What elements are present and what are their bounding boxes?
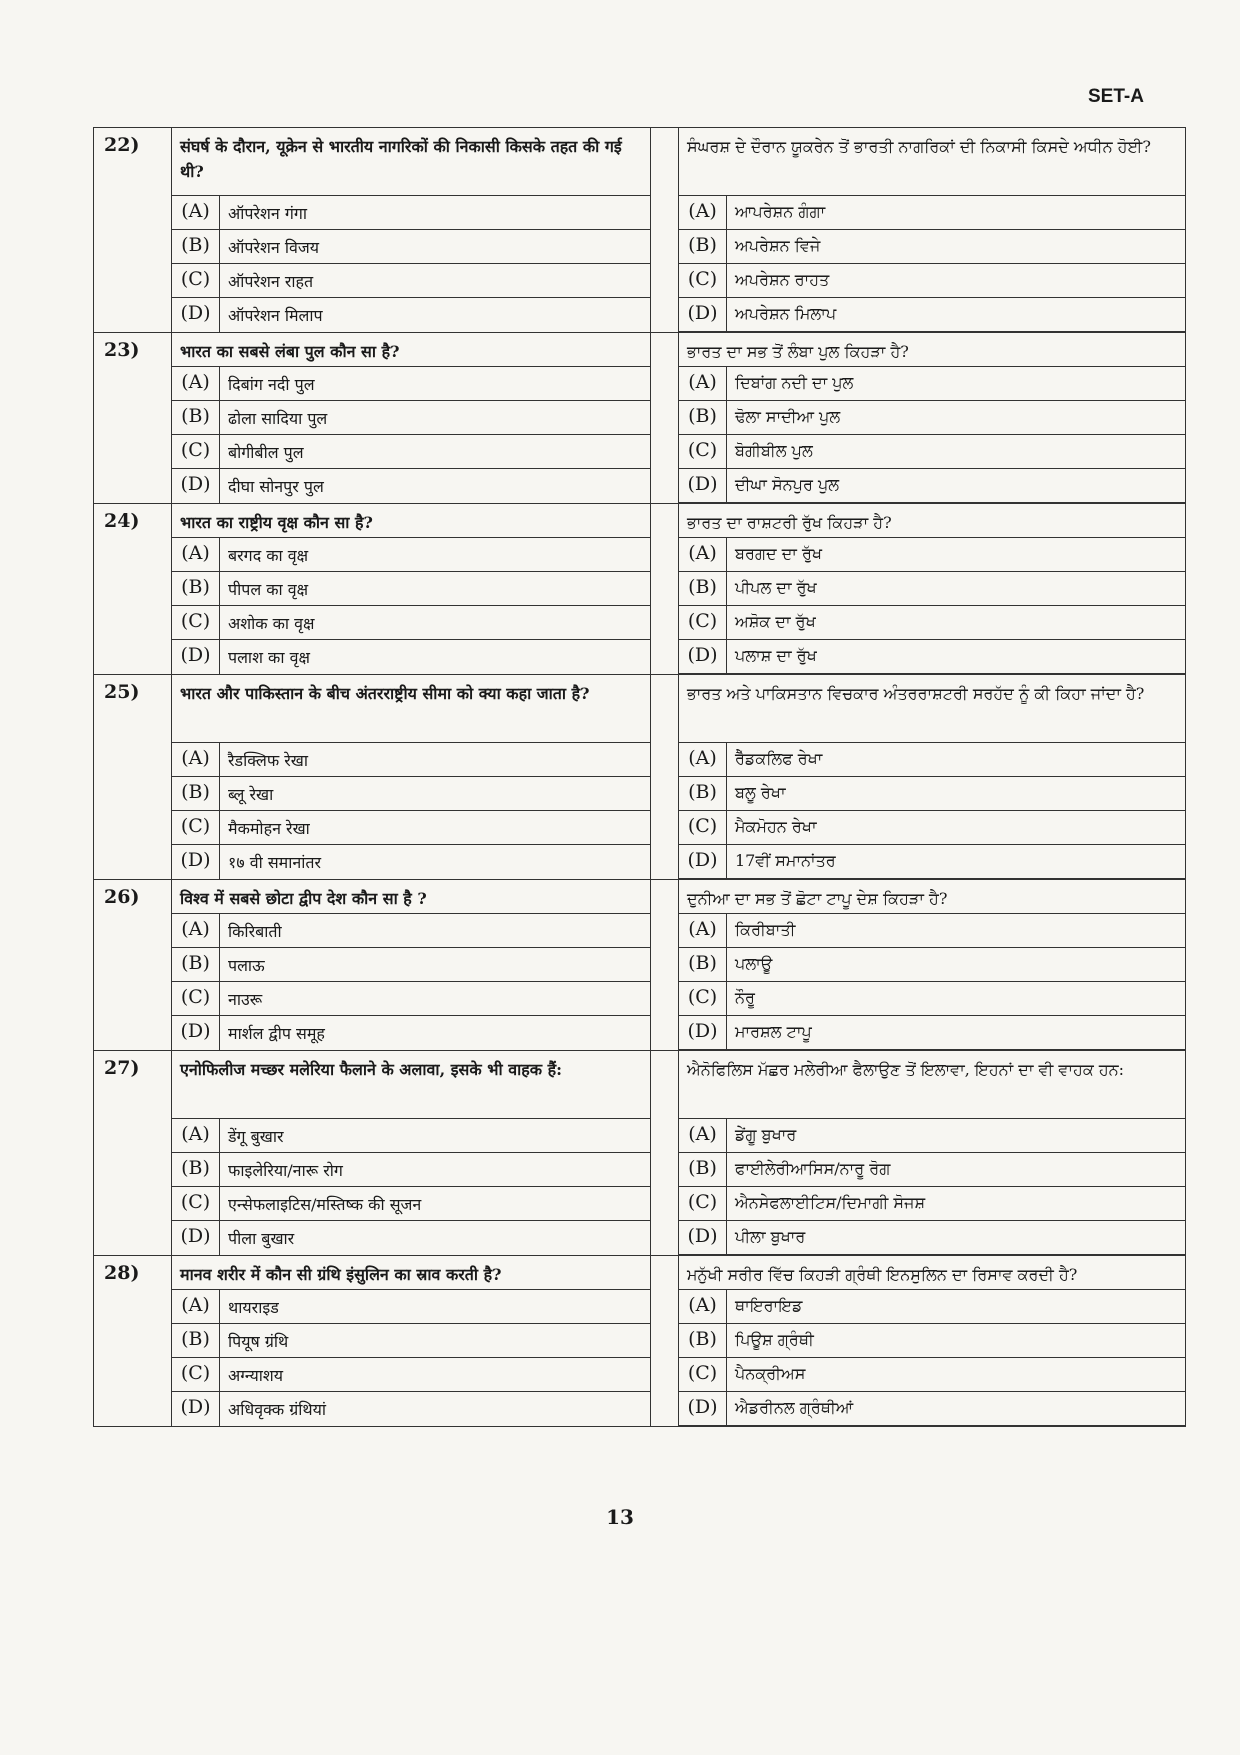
option-c bbox=[172, 811, 650, 845]
option-letter: (A) bbox=[679, 367, 727, 400]
option-letter: (D) bbox=[679, 640, 727, 673]
option-letter: (A) bbox=[172, 743, 220, 776]
option-text-hindi: अग्न्याशय bbox=[228, 1366, 284, 1385]
option-text-punjabi: ਬਲੂ ਰੇਖਾ bbox=[735, 783, 786, 802]
option-text-punjabi: ਦਿਬਾਂਗ ਨਦੀ ਦਾ ਪੁਲ bbox=[735, 373, 854, 392]
option-d bbox=[679, 845, 1185, 879]
question-text-hindi: मानव शरीर में कौन सी ग्रंथि इंसुलिन का स्राव करती है? bbox=[172, 1256, 650, 1290]
option-text-hindi: पलाऊ bbox=[228, 956, 265, 975]
question-text-hindi: विश्व में सबसे छोटा द्वीप देश कौन सा है ? bbox=[172, 880, 650, 914]
option-c bbox=[679, 606, 1185, 640]
punjabi-column bbox=[679, 675, 1186, 879]
option-letter: (D) bbox=[172, 640, 220, 674]
option-letter: (B) bbox=[172, 230, 220, 263]
column-gap bbox=[651, 880, 679, 1050]
hindi-column bbox=[172, 1051, 651, 1255]
option-d bbox=[172, 1016, 650, 1050]
option-text-punjabi: ਰੈੱਡਕਲਿਫ ਰੇਖਾ bbox=[735, 749, 823, 768]
option-c bbox=[172, 606, 650, 640]
option-a bbox=[679, 196, 1185, 230]
option-letter: (B) bbox=[679, 401, 727, 434]
option-text-hindi: बोगीबील पुल bbox=[228, 443, 304, 462]
option-text-hindi: एन्सेफलाइटिस/मस्तिष्क की सूजन bbox=[228, 1195, 422, 1214]
option-text-hindi: ब्लू रेखा bbox=[228, 785, 274, 804]
option-b bbox=[679, 230, 1185, 264]
option-a bbox=[679, 743, 1185, 777]
question-text-punjabi: ਭਾਰਤ ਦਾ ਰਾਸ਼ਟਰੀ ਰੁੱਖ ਕਿਹੜਾ ਹੈ? bbox=[679, 504, 1185, 538]
option-letter: (B) bbox=[679, 1153, 727, 1186]
punjabi-column bbox=[679, 880, 1186, 1050]
hindi-column bbox=[172, 1256, 651, 1426]
option-letter: (B) bbox=[172, 777, 220, 810]
option-d bbox=[172, 298, 650, 332]
option-letter: (D) bbox=[679, 1016, 727, 1049]
option-letter: (D) bbox=[679, 1392, 727, 1425]
option-text-hindi: दिबांग नदी पुल bbox=[228, 375, 315, 394]
option-letter: (C) bbox=[172, 982, 220, 1015]
option-text-punjabi: ਅਪਰੇਸ਼ਨ ਰਾਹਤ bbox=[735, 270, 830, 289]
option-text-punjabi: ਅਸ਼ੋਕ ਦਾ ਰੁੱਖ bbox=[735, 612, 816, 631]
option-text-punjabi: ਦੀਘਾ ਸੋਨਪੁਰ ਪੁਲ bbox=[735, 475, 840, 494]
question-text-punjabi: ਮਨੁੱਖੀ ਸਰੀਰ ਵਿੱਚ ਕਿਹੜੀ ਗ੍ਰੰਥੀ ਇਨਸੁਲਿਨ ਦਾ ਰਿਸਾਵ ਕਰਦੀ ਹੈ? bbox=[679, 1256, 1185, 1290]
option-letter: (D) bbox=[172, 1016, 220, 1050]
option-b bbox=[172, 401, 650, 435]
option-b bbox=[172, 1324, 650, 1358]
option-text-hindi: मैकमोहन रेखा bbox=[228, 819, 310, 838]
option-text-punjabi: ਬੋਗੀਬੀਲ ਪੁਲ bbox=[735, 441, 813, 460]
option-letter: (C) bbox=[172, 1187, 220, 1220]
hindi-column bbox=[172, 675, 651, 879]
option-text-punjabi: ਨੌਰੂ bbox=[735, 988, 755, 1007]
hindi-column bbox=[172, 504, 651, 674]
option-letter: (B) bbox=[172, 401, 220, 434]
question-number: 27) bbox=[93, 1051, 172, 1255]
option-text-punjabi: ਡੇਂਗੂ ਬੁਖਾਰ bbox=[735, 1125, 797, 1144]
column-gap bbox=[651, 128, 679, 332]
hindi-column bbox=[172, 128, 651, 332]
column-gap bbox=[651, 1256, 679, 1426]
option-a bbox=[172, 367, 650, 401]
option-letter: (A) bbox=[172, 367, 220, 400]
option-c bbox=[172, 1187, 650, 1221]
option-b bbox=[172, 948, 650, 982]
option-text-punjabi: ਮੈਕਮੋਹਨ ਰੇਖਾ bbox=[735, 817, 817, 836]
question-number: 28) bbox=[93, 1256, 172, 1426]
option-letter: (B) bbox=[679, 948, 727, 981]
option-d bbox=[172, 469, 650, 503]
option-letter: (A) bbox=[172, 1290, 220, 1323]
option-letter: (C) bbox=[679, 1358, 727, 1391]
option-c bbox=[679, 1187, 1185, 1221]
option-text-hindi: पलाश का वृक्ष bbox=[228, 648, 310, 667]
option-a bbox=[172, 1119, 650, 1153]
option-text-hindi: ऑपरेशन गंगा bbox=[228, 204, 308, 223]
option-letter: (A) bbox=[679, 743, 727, 776]
option-letter: (B) bbox=[679, 1324, 727, 1357]
punjabi-column bbox=[679, 1256, 1186, 1426]
option-a bbox=[172, 196, 650, 230]
option-letter: (D) bbox=[172, 1221, 220, 1255]
option-c bbox=[679, 982, 1185, 1016]
option-text-hindi: बरगद का वृक्ष bbox=[228, 546, 309, 565]
question-text-punjabi: ਐਨੋਫਿਲਿਸ ਮੱਛਰ ਮਲੇਰੀਆ ਫੈਲਾਉਣ ਤੋਂ ਇਲਾਵਾ, ਇਹਨਾਂ ਦਾ ਵੀ ਵਾਹਕ ਹਨ: bbox=[679, 1051, 1185, 1119]
punjabi-column bbox=[679, 1051, 1186, 1255]
hindi-column bbox=[172, 333, 651, 503]
option-letter: (D) bbox=[679, 469, 727, 502]
option-text-hindi: थायराइड bbox=[228, 1298, 279, 1317]
question-text-hindi: भारत का राष्ट्रीय वृक्ष कौन सा है? bbox=[172, 504, 650, 538]
option-letter: (C) bbox=[679, 606, 727, 639]
option-letter: (B) bbox=[679, 572, 727, 605]
option-text-punjabi: 17ਵੀਂ ਸਮਾਨਾਂਤਰ bbox=[735, 851, 836, 870]
option-letter: (B) bbox=[172, 948, 220, 981]
option-letter: (C) bbox=[679, 264, 727, 297]
option-c bbox=[172, 1358, 650, 1392]
set-label: SET-A bbox=[1088, 86, 1144, 107]
option-c bbox=[679, 811, 1185, 845]
option-a bbox=[172, 538, 650, 572]
option-a bbox=[679, 914, 1185, 948]
option-letter: (B) bbox=[679, 777, 727, 810]
option-a bbox=[172, 1290, 650, 1324]
option-letter: (C) bbox=[679, 1187, 727, 1220]
question-27 bbox=[93, 1051, 1186, 1256]
option-letter: (D) bbox=[172, 1392, 220, 1426]
option-text-hindi: रैडक्लिफ रेखा bbox=[228, 751, 309, 770]
option-a bbox=[679, 538, 1185, 572]
option-text-punjabi: ਮਾਰਸ਼ਲ ਟਾਪੂ bbox=[735, 1022, 812, 1041]
question-26 bbox=[93, 880, 1186, 1051]
option-d bbox=[172, 1392, 650, 1426]
option-b bbox=[172, 572, 650, 606]
option-letter: (D) bbox=[172, 469, 220, 503]
column-gap bbox=[651, 504, 679, 674]
option-text-hindi: अधिवृक्क ग्रंथियां bbox=[228, 1400, 327, 1419]
option-d bbox=[679, 640, 1185, 674]
option-text-punjabi: ਅਪਰੇਸ਼ਨ ਵਿਜੇ bbox=[735, 236, 821, 255]
hindi-column bbox=[172, 880, 651, 1050]
option-d bbox=[679, 298, 1185, 332]
option-text-hindi: अशोक का वृक्ष bbox=[228, 614, 315, 633]
option-b bbox=[679, 401, 1185, 435]
option-letter: (C) bbox=[172, 606, 220, 639]
option-c bbox=[172, 435, 650, 469]
option-text-hindi: ढोला सादिया पुल bbox=[228, 409, 328, 428]
question-28 bbox=[93, 1256, 1186, 1427]
option-text-punjabi: ਪਿਊਸ਼ ਗ੍ਰੰਥੀ bbox=[735, 1330, 814, 1349]
question-number: 25) bbox=[93, 675, 172, 879]
option-b bbox=[679, 572, 1185, 606]
option-b bbox=[679, 1153, 1185, 1187]
option-c bbox=[172, 264, 650, 298]
option-c bbox=[679, 264, 1185, 298]
option-b bbox=[679, 777, 1185, 811]
question-text-punjabi: ਸੰਘਰਸ਼ ਦੇ ਦੌਰਾਨ ਯੂਕਰੇਨ ਤੋਂ ਭਾਰਤੀ ਨਾਗਰਿਕਾਂ ਦੀ ਨਿਕਾਸੀ ਕਿਸਦੇ ਅਧੀਨ ਹੋਈ? bbox=[679, 128, 1185, 196]
option-text-hindi: पियूष ग्रंथि bbox=[228, 1332, 289, 1351]
option-a bbox=[679, 1290, 1185, 1324]
option-text-punjabi: ਪਲਾਸ਼ ਦਾ ਰੁੱਖ bbox=[735, 646, 817, 665]
option-letter: (A) bbox=[679, 914, 727, 947]
option-letter: (C) bbox=[172, 811, 220, 844]
option-c bbox=[679, 435, 1185, 469]
question-number: 26) bbox=[93, 880, 172, 1050]
option-text-punjabi: ਪਲਾਊ bbox=[735, 954, 773, 973]
question-24 bbox=[93, 504, 1186, 675]
option-d bbox=[172, 640, 650, 674]
option-text-punjabi: ਐਡਰੀਨਲ ਗ੍ਰੰਥੀਆਂ bbox=[735, 1398, 854, 1417]
option-letter: (C) bbox=[172, 264, 220, 297]
question-number: 22) bbox=[93, 128, 172, 332]
question-text-punjabi: ਦੁਨੀਆ ਦਾ ਸਭ ਤੋਂ ਛੋਟਾ ਟਾਪੂ ਦੇਸ਼ ਕਿਹੜਾ ਹੈ? bbox=[679, 880, 1185, 914]
question-text-hindi: भारत और पाकिस्तान के बीच अंतरराष्ट्रीय सीमा को क्या कहा जाता है? bbox=[172, 675, 650, 743]
question-number: 24) bbox=[93, 504, 172, 674]
option-b bbox=[172, 1153, 650, 1187]
option-text-hindi: डेंगू बुखार bbox=[228, 1127, 284, 1146]
option-text-punjabi: ਢੋਲਾ ਸਾਦੀਆ ਪੁਲ bbox=[735, 407, 841, 426]
option-d bbox=[172, 1221, 650, 1255]
option-letter: (C) bbox=[679, 811, 727, 844]
column-gap bbox=[651, 333, 679, 503]
option-text-hindi: दीघा सोनपुर पुल bbox=[228, 477, 324, 496]
option-letter: (D) bbox=[679, 1221, 727, 1254]
option-letter: (A) bbox=[172, 196, 220, 229]
option-letter: (A) bbox=[172, 1119, 220, 1152]
option-text-hindi: फाइलेरिया/नारू रोग bbox=[228, 1161, 343, 1180]
option-c bbox=[172, 982, 650, 1016]
option-b bbox=[679, 1324, 1185, 1358]
option-a bbox=[172, 914, 650, 948]
page-number: 13 bbox=[606, 1505, 634, 1529]
option-d bbox=[679, 1016, 1185, 1050]
option-letter: (A) bbox=[679, 196, 727, 229]
option-text-punjabi: ਪੀਪਲ ਦਾ ਰੁੱਖ bbox=[735, 578, 817, 597]
option-letter: (A) bbox=[679, 1119, 727, 1152]
option-letter: (C) bbox=[172, 435, 220, 468]
question-table bbox=[93, 127, 1186, 1427]
column-gap bbox=[651, 1051, 679, 1255]
option-letter: (A) bbox=[172, 538, 220, 571]
option-letter: (A) bbox=[679, 1290, 727, 1323]
option-a bbox=[679, 1119, 1185, 1153]
option-letter: (D) bbox=[679, 845, 727, 878]
option-letter: (C) bbox=[679, 435, 727, 468]
option-text-hindi: पीपल का वृक्ष bbox=[228, 580, 309, 599]
option-d bbox=[679, 1221, 1185, 1255]
option-text-punjabi: ਪੈਨਕ੍ਰੀਅਸ bbox=[735, 1364, 806, 1383]
question-23 bbox=[93, 333, 1186, 504]
option-text-hindi: ऑपरेशन मिलाप bbox=[228, 306, 323, 325]
option-letter: (B) bbox=[172, 1324, 220, 1357]
option-text-punjabi: ਐਨਸੇਫਲਾਈਟਿਸ/ਦਿਮਾਗੀ ਸੋਜਸ਼ bbox=[735, 1193, 926, 1212]
question-text-punjabi: ਭਾਰਤ ਦਾ ਸਭ ਤੋਂ ਲੰਬਾ ਪੁਲ ਕਿਹੜਾ ਹੈ? bbox=[679, 333, 1185, 367]
option-text-punjabi: ਅਪਰੇਸ਼ਨ ਮਿਲਾਪ bbox=[735, 304, 837, 323]
option-text-punjabi: ਫਾਈਲੇਰੀਆਸਿਸ/ਨਾਰੂ ਰੋਗ bbox=[735, 1159, 891, 1178]
question-text-hindi: संघर्ष के दौरान, यूक्रेन से भारतीय नागरिकों की निकासी किसके तहत की गई थी? bbox=[172, 128, 650, 196]
option-text-punjabi: ਥਾਇਰਾਇਡ bbox=[735, 1296, 803, 1315]
option-letter: (D) bbox=[172, 845, 220, 879]
question-text-hindi: भारत का सबसे लंबा पुल कौन सा है? bbox=[172, 333, 650, 367]
option-letter: (B) bbox=[172, 1153, 220, 1186]
option-b bbox=[172, 230, 650, 264]
option-d bbox=[172, 845, 650, 879]
question-text-hindi: एनोफिलीज मच्छर मलेरिया फैलाने के अलावा, इसके भी वाहक हैं: bbox=[172, 1051, 650, 1119]
option-b bbox=[172, 777, 650, 811]
option-letter: (B) bbox=[679, 230, 727, 263]
option-text-punjabi: ਆਪਰੇਸ਼ਨ ਗੰਗਾ bbox=[735, 202, 826, 221]
option-d bbox=[679, 1392, 1185, 1426]
option-letter: (A) bbox=[679, 538, 727, 571]
option-letter: (C) bbox=[172, 1358, 220, 1391]
option-text-hindi: नाउरू bbox=[228, 990, 263, 1009]
punjabi-column bbox=[679, 333, 1186, 503]
option-text-hindi: पीला बुखार bbox=[228, 1229, 295, 1248]
punjabi-column bbox=[679, 504, 1186, 674]
punjabi-column bbox=[679, 128, 1186, 332]
question-22 bbox=[93, 128, 1186, 333]
option-text-hindi: ऑपरेशन विजय bbox=[228, 238, 320, 257]
option-letter: (A) bbox=[172, 914, 220, 947]
question-25 bbox=[93, 675, 1186, 880]
option-text-hindi: किरिबाती bbox=[228, 922, 282, 941]
option-letter: (D) bbox=[679, 298, 727, 331]
option-b bbox=[679, 948, 1185, 982]
option-text-punjabi: ਪੀਲਾ ਬੁਖਾਰ bbox=[735, 1227, 806, 1246]
option-a bbox=[679, 367, 1185, 401]
option-a bbox=[172, 743, 650, 777]
option-letter: (B) bbox=[172, 572, 220, 605]
question-text-punjabi: ਭਾਰਤ ਅਤੇ ਪਾਕਿਸਤਾਨ ਵਿਚਕਾਰ ਅੰਤਰਰਾਸ਼ਟਰੀ ਸਰਹੱਦ ਨੂੰ ਕੀ ਕਿਹਾ ਜਾਂਦਾ ਹੈ? bbox=[679, 675, 1185, 743]
option-d bbox=[679, 469, 1185, 503]
option-text-punjabi: ਬਰਗਦ ਦਾ ਰੁੱਖ bbox=[735, 544, 823, 563]
option-c bbox=[679, 1358, 1185, 1392]
option-text-hindi: १७ वी समानांतर bbox=[228, 853, 322, 872]
option-text-hindi: मार्शल द्वीप समूह bbox=[228, 1024, 325, 1043]
column-gap bbox=[651, 675, 679, 879]
question-number: 23) bbox=[93, 333, 172, 503]
option-letter: (C) bbox=[679, 982, 727, 1015]
option-letter: (D) bbox=[172, 298, 220, 332]
option-text-punjabi: ਕਿਰੀਬਾਤੀ bbox=[735, 920, 796, 939]
option-text-hindi: ऑपरेशन राहत bbox=[228, 272, 314, 291]
